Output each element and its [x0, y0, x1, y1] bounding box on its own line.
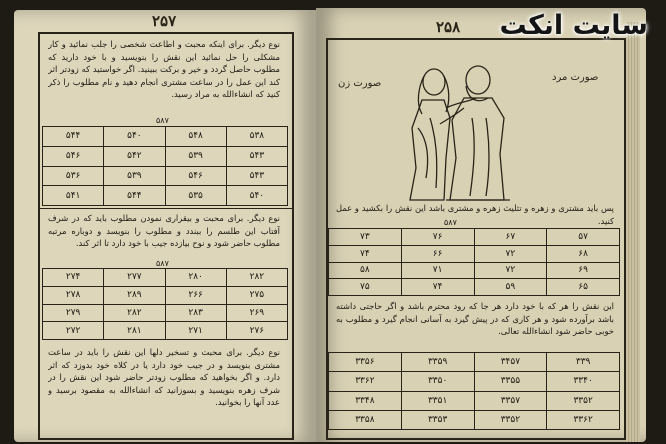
right-table1-label: ۵۸۷	[444, 218, 457, 227]
table-cell: ۷۵	[329, 279, 402, 296]
left-section2-text: نوع دیگر. برای محبت و بیقراری نمودن مطلوب باید که در شرف آفتاب این طلسم را ببندد و مطلوب را بنویسد و دوباره مرتبه مطلوب حاضر شود و نوح بیازده جیب با خود دارد تا اثر کند.	[48, 213, 280, 248]
table-cell: ۵۹	[474, 279, 547, 296]
table-cell: ۵۳۹	[104, 166, 165, 186]
table-row	[329, 279, 620, 296]
table-cell: ۲۷۶	[226, 322, 287, 340]
table-cell: ۳۴۵۷	[474, 353, 547, 372]
table-cell: ۵۳۵	[165, 186, 226, 206]
table-cell: ۷۲	[474, 262, 547, 279]
table-row	[329, 391, 620, 410]
table-cell: ۲۶۹	[226, 304, 287, 322]
table-cell: ۳۳۵۷	[474, 391, 547, 410]
table-cell: ۳۳۵۲	[474, 410, 547, 429]
table-row	[43, 269, 288, 287]
table-cell: ۵۳۸	[226, 127, 287, 147]
woman-body	[410, 100, 450, 200]
table-cell: ۷۶	[401, 229, 474, 246]
table-cell: ۲۸۹	[104, 286, 165, 304]
table-cell: ۳۳۵۵	[474, 372, 547, 391]
table-row	[329, 372, 620, 391]
table-cell: ۷۴	[329, 245, 402, 262]
site-watermark: سایت انکت	[499, 10, 648, 41]
table-cell: ۳۳۵۳	[401, 410, 474, 429]
left-table2	[42, 268, 288, 340]
right-page-number: ۲۵۸	[436, 18, 461, 36]
table-cell: ۲۷۹	[43, 304, 104, 322]
table-cell: ۵۴۲	[104, 146, 165, 166]
table-cell: ۳۳۶۲	[547, 410, 620, 429]
table-cell: ۳۳۴۰	[547, 372, 620, 391]
man-robe-folds	[470, 118, 489, 196]
woman-dress-folds	[418, 118, 437, 188]
table-cell: ۳۳۵۸	[329, 410, 402, 429]
table-row	[329, 353, 620, 372]
table-cell: ۲۷۲	[43, 322, 104, 340]
table-cell: ۵۴۶	[165, 166, 226, 186]
table-cell: ۷۳	[329, 229, 402, 246]
table-cell: ۶۵	[547, 279, 620, 296]
table-cell: ۵۷	[547, 229, 620, 246]
table-cell: ۲۷۴	[43, 269, 104, 287]
man-body	[450, 98, 504, 200]
table-cell: ۲۷۷	[104, 269, 165, 287]
table-cell: ۷۲	[474, 245, 547, 262]
table-row	[329, 410, 620, 429]
left-page-number: ۲۵۷	[152, 12, 177, 30]
table-cell: ۲۸۰	[165, 269, 226, 287]
table-cell: ۵۳۹	[165, 146, 226, 166]
table-cell: ۳۳۵۹	[401, 353, 474, 372]
left-section1-text: نوع دیگر. برای اینکه محبت و اطاعت شخصی را جلب نمائید و کار مشکلی را حل نمائید این نقش را بنویسید و با خود دارید که مطلوب حاصل گردد و خیر و برکت ببینید. اگر خواستید که زودتر اثر کند این عمل را در ساعت مشتری انجام دهید و نام مطلوب را ذکر کنید که انشاءالله به مراد رسید.	[48, 39, 280, 99]
table-row	[43, 127, 288, 147]
table-cell: ۵۴۳	[226, 166, 287, 186]
table-row	[43, 286, 288, 304]
table-cell: ۶۹	[547, 262, 620, 279]
table-cell: ۵۴۴	[104, 186, 165, 206]
table-cell: ۵۳۶	[43, 166, 104, 186]
table-cell: ۵۴۱	[43, 186, 104, 206]
woman-head	[423, 69, 445, 95]
table-row	[43, 304, 288, 322]
table-cell: ۲۷۵	[226, 286, 287, 304]
table-cell: ۵۴۰	[104, 127, 165, 147]
table-cell: ۶۷	[474, 229, 547, 246]
table-cell: ۳۳۹	[547, 353, 620, 372]
right-page	[316, 8, 646, 442]
table-cell: ۲۸۱	[104, 322, 165, 340]
figure-caption-woman: صورت زن	[338, 78, 382, 89]
table-cell: ۶۸	[547, 245, 620, 262]
table-cell: ۲۸۲	[226, 269, 287, 287]
couple-illustration	[386, 58, 526, 206]
left-table1-label: ۵۸۷	[156, 116, 169, 125]
table-cell: ۳۳۵۰	[401, 372, 474, 391]
page-edges	[626, 22, 640, 442]
table-cell: ۳۳۵۶	[329, 353, 402, 372]
table-cell: ۵۴۶	[43, 146, 104, 166]
table-row	[43, 186, 288, 206]
left-table1	[42, 126, 288, 206]
left-table2-label: ۵۸۷	[156, 259, 169, 268]
right-table2	[328, 352, 620, 430]
table-row	[43, 322, 288, 340]
right-section1-text: پس باید مشتری و زهره و تثلیث زهره و مشتری باشد این نقش را بکشید و عمل کنید.	[336, 203, 614, 226]
table-cell: ۵۴۸	[165, 127, 226, 147]
table-cell: ۲۶۶	[165, 286, 226, 304]
table-cell: ۳۳۶۲	[329, 372, 402, 391]
man-head	[466, 66, 490, 94]
table-cell: ۲۷۸	[43, 286, 104, 304]
table-cell: ۵۴۰	[226, 186, 287, 206]
table-cell: ۳۳۵۱	[401, 391, 474, 410]
right-section2-text: این نقش را هر که با خود دارد هر جا که رود محترم باشد و اگر حاجتی داشته باشد برآورده شود و هر کاری که در پیش گیرد به آسانی انجام گیرد و مطلوب به خوبی حاضر شود انشاءالله تعالی.	[336, 301, 614, 336]
table-cell: ۶۶	[401, 245, 474, 262]
table-row	[329, 262, 620, 279]
table-cell: ۷۱	[401, 262, 474, 279]
left-page	[14, 10, 316, 442]
table-row	[329, 229, 620, 246]
table-cell: ۲۷۱	[165, 322, 226, 340]
left-section3-text: نوع دیگر. برای محبت و تسخیر دلها این نقش را باید در ساعت مشتری بنویسد و در جیب خود دارد یا در کلاه خود بدوزد که اثر دارد. و اگر بخواهید که مطلوب زودتر حاضر شود این نقش را در شرف زهره بنویسید و بسوزانید که انشاءالله به مقصود برسید و عدد آنها را بخوانید.	[48, 347, 280, 407]
table-cell: ۵۴۳	[226, 146, 287, 166]
table-row	[43, 146, 288, 166]
table-cell: ۲۸۲	[104, 304, 165, 322]
table-cell: ۳۳۴۸	[329, 391, 402, 410]
table-cell: ۲۸۳	[165, 304, 226, 322]
table-cell: ۳۳۵۲	[547, 391, 620, 410]
table-row	[329, 245, 620, 262]
table-cell: ۵۸	[329, 262, 402, 279]
table-cell: ۵۴۴	[43, 127, 104, 147]
figure-caption-man: صورت مرد	[552, 72, 599, 83]
divider	[38, 208, 292, 209]
table-row	[43, 166, 288, 186]
right-table1	[328, 228, 620, 296]
table-cell: ۷۴	[401, 279, 474, 296]
